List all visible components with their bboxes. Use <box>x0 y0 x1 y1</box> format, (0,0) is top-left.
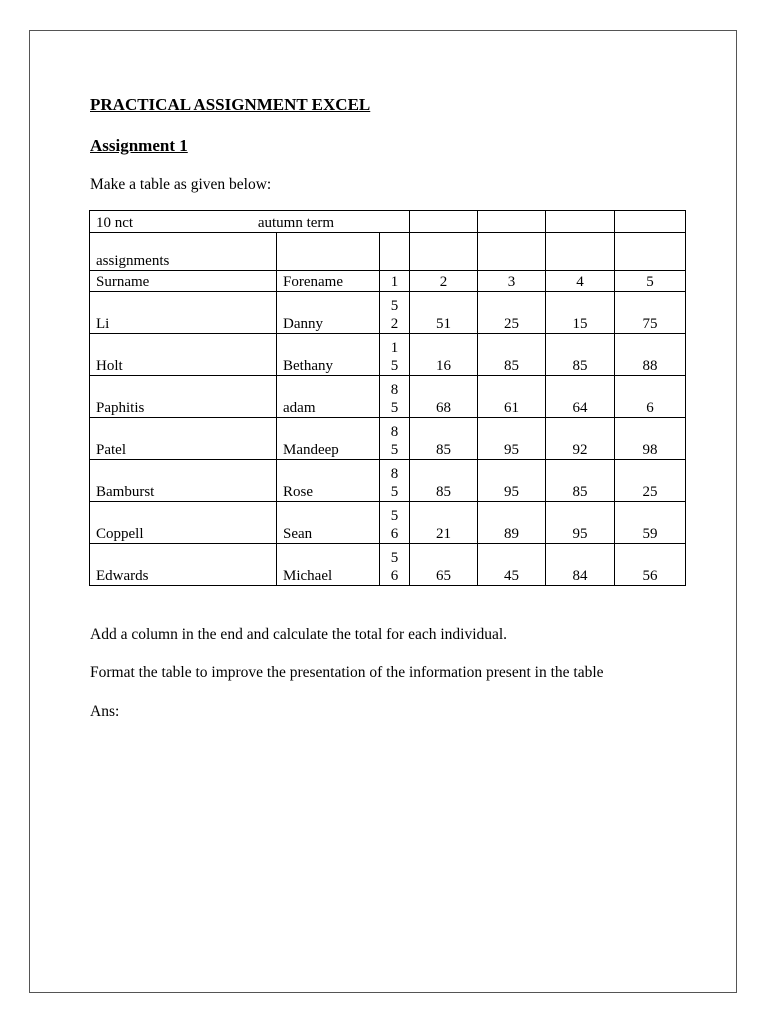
score-3-cell: 85 <box>478 334 546 376</box>
intro-text: Make a table as given below: <box>90 176 272 193</box>
col-header-5: 5 <box>615 271 686 292</box>
surname-cell: Paphitis <box>90 376 277 418</box>
score-4-cell: 64 <box>546 376 615 418</box>
col-header-forename: Forename <box>277 271 380 292</box>
table-row <box>90 376 686 418</box>
score-2-cell: 16 <box>410 334 478 376</box>
assignment-heading: Assignment 1 <box>90 136 188 155</box>
score-1-cell: 5 2 <box>380 292 410 334</box>
score-3-cell: 25 <box>478 292 546 334</box>
col-header-4: 4 <box>546 271 615 292</box>
forename-cell: Rose <box>277 460 380 502</box>
score-4-cell: 15 <box>546 292 615 334</box>
class-label: 10 nct <box>96 215 134 231</box>
forename-cell: Mandeep <box>277 418 380 460</box>
score-5-cell: 59 <box>615 502 686 544</box>
table-row <box>90 334 686 376</box>
scores-table <box>89 210 686 586</box>
score-3-cell: 45 <box>478 544 546 586</box>
document-title: PRACTICAL ASSIGNMENT EXCEL <box>90 95 371 114</box>
col-header-1: 1 <box>380 271 410 292</box>
score-4-cell: 85 <box>546 460 615 502</box>
table-row <box>90 460 686 502</box>
score-1-cell: 8 5 <box>380 418 410 460</box>
table-row <box>90 502 686 544</box>
score-5-cell: 6 <box>615 376 686 418</box>
surname-cell: Coppell <box>90 502 277 544</box>
forename-cell: Danny <box>277 292 380 334</box>
score-1-cell: 5 6 <box>380 502 410 544</box>
score-1-cell: 8 5 <box>380 460 410 502</box>
col-header-2: 2 <box>410 271 478 292</box>
score-1-cell: 1 5 <box>380 334 410 376</box>
score-4-cell: 85 <box>546 334 615 376</box>
forename-cell: Bethany <box>277 334 380 376</box>
score-5-cell: 75 <box>615 292 686 334</box>
score-5-cell: 25 <box>615 460 686 502</box>
score-3-cell: 89 <box>478 502 546 544</box>
header-row-2 <box>90 233 686 271</box>
score-4-cell: 95 <box>546 502 615 544</box>
score-4-cell: 84 <box>546 544 615 586</box>
score-2-cell: 85 <box>410 418 478 460</box>
score-4-cell: 92 <box>546 418 615 460</box>
score-2-cell: 85 <box>410 460 478 502</box>
forename-cell: Sean <box>277 502 380 544</box>
score-2-cell: 51 <box>410 292 478 334</box>
score-3-cell: 95 <box>478 418 546 460</box>
surname-cell: Holt <box>90 334 277 376</box>
surname-cell: Edwards <box>90 544 277 586</box>
header-row-1 <box>90 211 686 233</box>
score-5-cell: 98 <box>615 418 686 460</box>
column-header-row <box>90 271 686 292</box>
table-row <box>90 418 686 460</box>
score-1-cell: 5 6 <box>380 544 410 586</box>
assignments-label: assignments <box>90 233 277 271</box>
answer-label: Ans: <box>90 703 120 720</box>
score-2-cell: 65 <box>410 544 478 586</box>
col-header-surname: Surname <box>90 271 277 292</box>
score-2-cell: 21 <box>410 502 478 544</box>
score-3-cell: 61 <box>478 376 546 418</box>
instruction-format: Format the table to improve the presentation of the information present in the table <box>90 664 604 681</box>
surname-cell: Bamburst <box>90 460 277 502</box>
score-2-cell: 68 <box>410 376 478 418</box>
class-term-cell <box>90 211 410 233</box>
table-row <box>90 544 686 586</box>
score-5-cell: 56 <box>615 544 686 586</box>
score-3-cell: 95 <box>478 460 546 502</box>
instruction-total: Add a column in the end and calculate the total for each individual. <box>90 626 508 643</box>
surname-cell: Li <box>90 292 277 334</box>
col-header-3: 3 <box>478 271 546 292</box>
score-5-cell: 88 <box>615 334 686 376</box>
term-label: autumn term <box>257 215 335 231</box>
forename-cell: Michael <box>277 544 380 586</box>
table-row <box>90 292 686 334</box>
forename-cell: adam <box>277 376 380 418</box>
score-1-cell: 8 5 <box>380 376 410 418</box>
surname-cell: Patel <box>90 418 277 460</box>
